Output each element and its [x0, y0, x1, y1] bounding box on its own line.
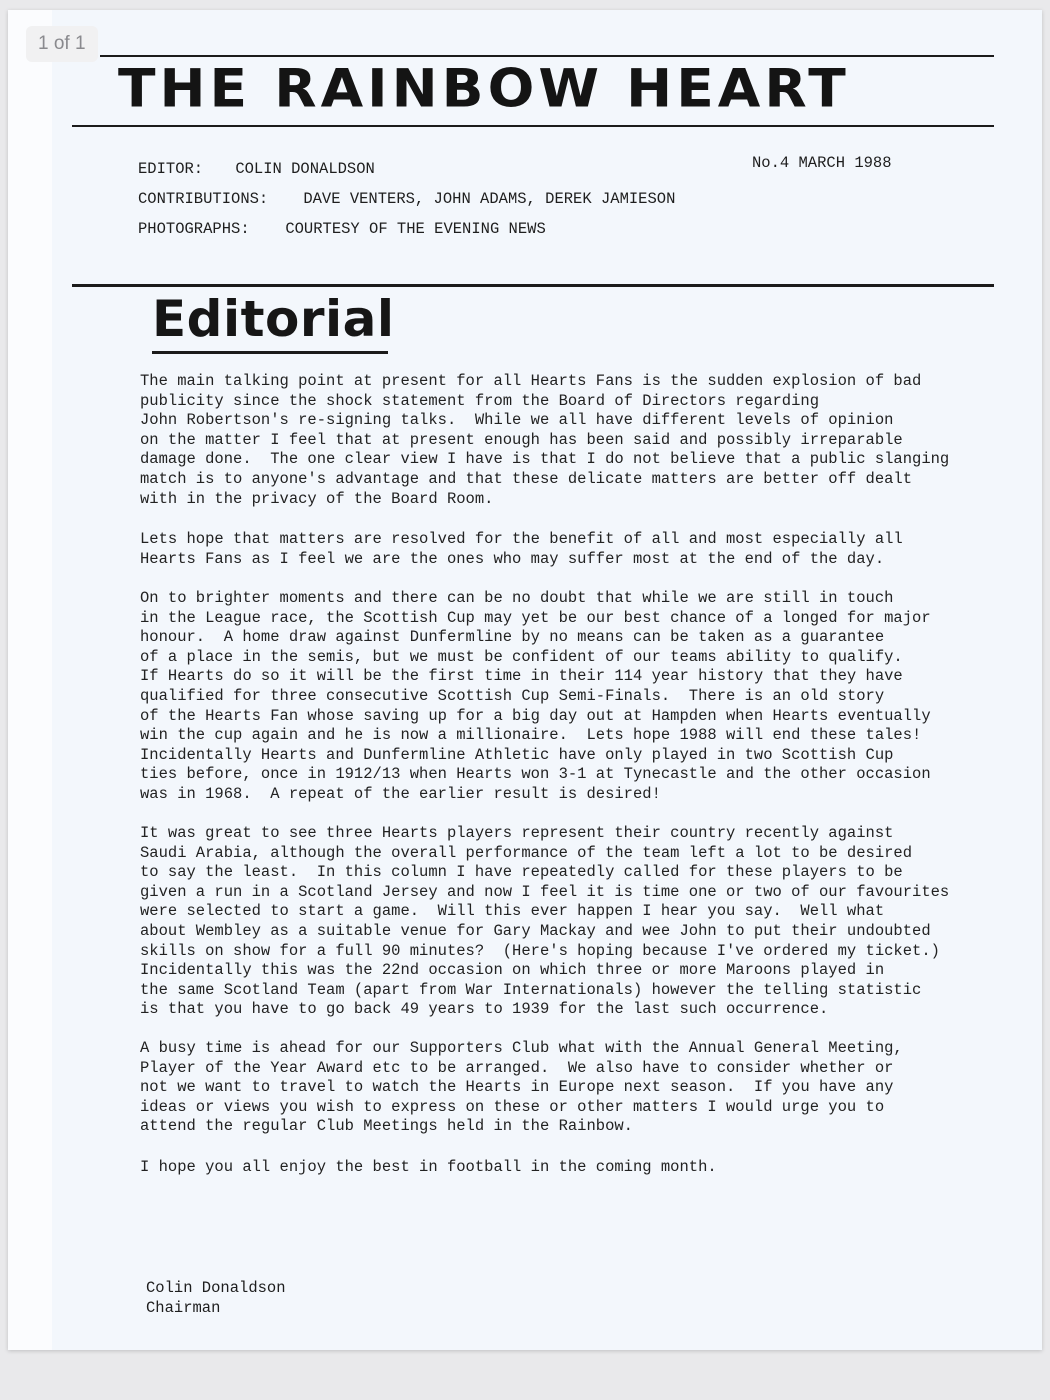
signature-name: Colin Donaldson — [146, 1279, 286, 1297]
masthead-bottom-rule — [72, 125, 994, 127]
top-rule — [100, 55, 994, 57]
editor-label: EDITOR: — [138, 160, 204, 178]
editorial-paragraph-1: The main talking point at present for all Hearts Fans is the sudden explosion of bad publicity since the shock statement from the Board of Directors regarding John Robertson's re-signing talks. While we all have different levels of opinion on the matter I feel that at present enough has been said and possibly irreparable damage done. The one clear view I have is that I do not believe that a public slanging match is to anyone's advantage and that these delicate matters are better off dealt with in the privacy of the Board Room. — [140, 372, 950, 508]
editorial-paragraph-6: I hope you all enjoy the best in football in the coming month. — [140, 1158, 717, 1176]
editorial-heading: Editorial — [152, 290, 395, 348]
header-bottom-rule — [72, 284, 994, 287]
issue-date: No.4 MARCH 1988 — [752, 154, 892, 172]
photographs-value: COURTESY OF THE EVENING NEWS — [285, 220, 546, 238]
contributions-line — [138, 190, 675, 208]
editorial-paragraph-3: On to brighter moments and there can be no doubt that while we are still in touch in the League race, the Scottish Cup may yet be our best chance of a longed for major honour. A home draw against Dunfermline by no means can be taken as a guarantee of a place in the semis, but we must be confident of our teams ability to qualify. If Hearts do so it will be the first time in their 114 year history that they have qualified for three consecutive Scottish Cup Semi-Finals. There is an old story of the Hearts Fan whose saving up for a big day out at Hampden when Hearts eventually win the cup again and he is now a millionaire. Lets hope 1988 will end these tales! Incidentally Hearts and Dunfermline Athletic have only played in two Scottish Cup ties before, once in 1912/13 when Hearts won 3-1 at Tynecastle and the other occasion was in 1968. A repeat of the earlier result is desired! — [140, 589, 931, 803]
signature-title: Chairman — [146, 1298, 221, 1317]
contributions-value: DAVE VENTERS, JOHN ADAMS, DEREK JAMIESON — [303, 190, 676, 208]
editor-line — [138, 160, 375, 178]
editorial-heading-underline — [152, 351, 388, 354]
editorial-paragraph-5: A busy time is ahead for our Supporters Club what with the Annual General Meeting, Player of the Year Award etc to be arranged. We also have to consider whether or not we want to travel to watch the Hearts in Europe next season. If you have any ideas or views you wish to express on these or other matters I would urge you to attend the regular Club Meetings held in the Rainbow. — [140, 1039, 903, 1136]
newsletter-title: THE RAINBOW HEART — [118, 58, 850, 119]
signature-block — [146, 1279, 286, 1318]
page-left-margin — [8, 10, 52, 1350]
contributions-label: CONTRIBUTIONS: — [138, 190, 269, 208]
editorial-paragraph-2: Lets hope that matters are resolved for the benefit of all and most especially all Hearts Fans as I feel we are the ones who may suffer most at the end of the day. — [140, 530, 903, 568]
photographs-line — [138, 220, 546, 238]
page-counter: 1 of 1 — [26, 26, 98, 62]
editor-value: COLIN DONALDSON — [235, 160, 375, 178]
editorial-paragraph-4: It was great to see three Hearts players represent their country recently against Saudi Arabia, although the overall performance of the team left a lot to be desired to say the least. In this column I have repeatedly called for these players to be given a run in a Scotland Jersey and now I feel it is time one or two of our favourites were selected to start a game. Will this ever happen I hear you say. Well what about Wembley as a suitable venue for Gary Mackay and wee John to put their undoubted skills on show for a full 90 minutes? (Here's hoping because I've ordered my ticket.) Incidentally this was the 22nd occasion on which three or more Maroons played in the same Scotland Team (apart from War Internationals) however the telling statistic is that you have to go back 49 years to 1939 for the last such occurrence. — [140, 824, 950, 1019]
photographs-label: PHOTOGRAPHS: — [138, 220, 250, 238]
